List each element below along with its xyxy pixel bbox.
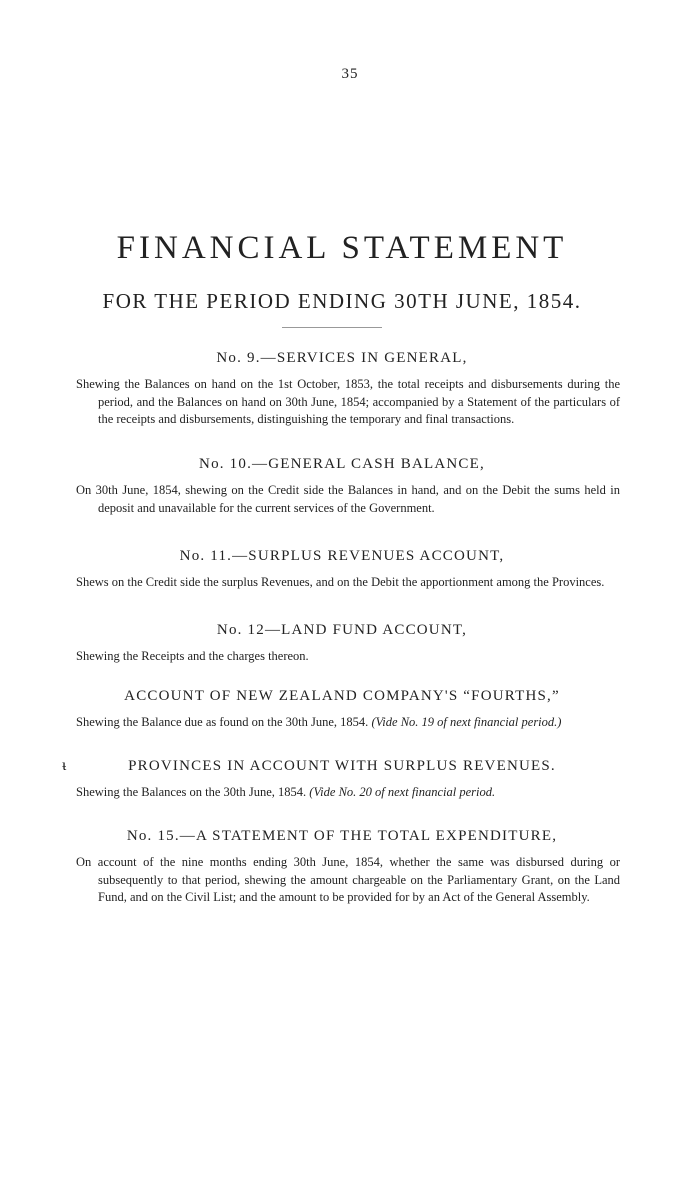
entry-text-land-fund: Shewing the Receipts and the charges thereon. (76, 649, 309, 663)
entry-text-nz-company: Shewing the Balance due as found on the 30th June, 1854. (Vide No. 19 of next financial period.) (76, 715, 562, 729)
entry-heading-surplus-revenues: No. 11.—SURPLUS REVENUES ACCOUNT, (179, 548, 505, 564)
entry-text-services: Shewing the Balances on hand on the 1st October, 1853, the total receipts and disbursements during the period, and the Balances on hand on 30th June, 1854; accompanied by a Statement of the particulars of the receipts and disbursements, distinguishing the temporary and final transactions. (76, 377, 620, 426)
document-title: FINANCIAL STATEMENT (116, 230, 568, 266)
entry-heading-services: No. 9.—SERVICES IN GENERAL, (216, 350, 468, 366)
entry-text-surplus-revenues: Shews on the Credit side the surplus Revenues, and on the Debit the apportionment among the Provinces. (76, 575, 605, 589)
entry-text-provinces: Shewing the Balances on the 30th June, 1854. (Vide No. 20 of next financial period. (76, 785, 496, 799)
page-number: 35 (341, 66, 359, 82)
entry-heading-cash-balance: No. 10.—GENERAL CASH BALANCE, (199, 456, 485, 472)
entry-ref-provinces: (Vide No. 20 of next financial period. (309, 785, 496, 799)
entry-heading-provinces: PROVINCES IN ACCOUNT WITH SURPLUS REVENUES. (128, 758, 556, 774)
margin-mark: ᵼ (62, 757, 67, 774)
entry-heading-total-expenditure: No. 15.—A STATEMENT OF THE TOTAL EXPENDITURE, (126, 828, 558, 844)
entry-text-total-expenditure: On account of the nine months ending 30th June, 1854, whether the same was disbursed during or subsequently to that period, shewing the amount chargeable on the Parliamentary Grant, on the Land Fund, and on the Civil List; and the amount to be provided for by an Act of the General Assembly. (76, 855, 620, 904)
entry-heading-nz-company: ACCOUNT OF NEW ZEALAND COMPANY'S “FOURTHS,” (124, 688, 560, 704)
document-subtitle: FOR THE PERIOD ENDING 30TH JUNE, 1854. (102, 289, 582, 313)
entry-ref-nz-company: (Vide No. 19 of next financial period.) (371, 715, 562, 729)
divider-rule (282, 327, 382, 328)
entry-text-cash-balance: On 30th June, 1854, shewing on the Credit side the Balances in hand, and on the Debit the sums held in deposit and unavailable for the current services of the Government. (76, 483, 620, 515)
entry-heading-land-fund: No. 12—LAND FUND ACCOUNT, (216, 622, 468, 638)
